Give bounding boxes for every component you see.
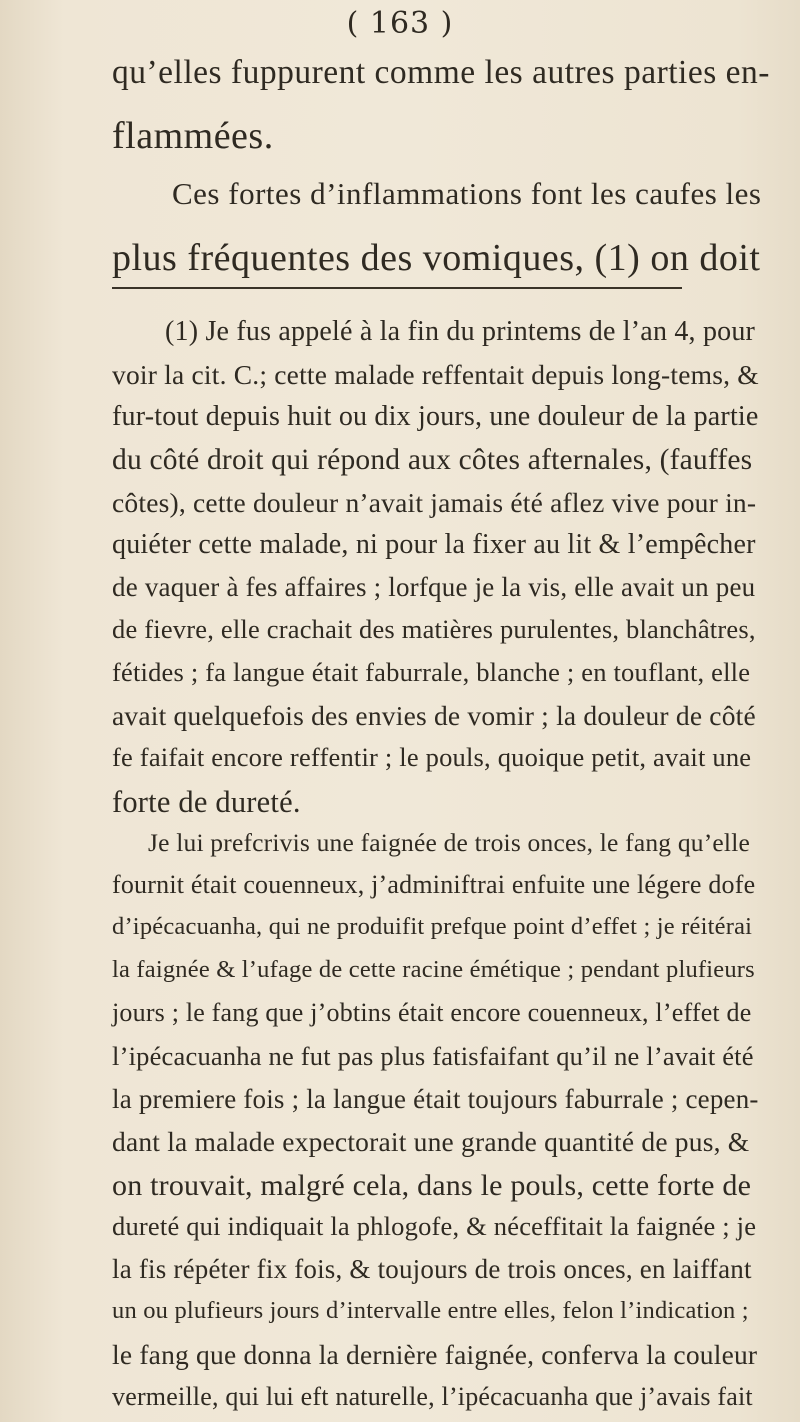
footnote-line: fournit était couenneux, j’adminiftrai enfuite une légere dofe <box>112 870 756 899</box>
footnote-line: on trouvait, malgré cela, dans le pouls, cette forte de <box>112 1169 752 1202</box>
footnote-line: voir la cit. C.; cette malade reffentait depuis long-tems, & <box>112 359 759 390</box>
main-text-line: flammées. <box>112 115 274 157</box>
footnote-line: un ou plufieurs jours d’intervalle entre elles, felon l’indication ; <box>112 1297 749 1324</box>
footnote-line: de vaquer à fes affaires ; lorfque je la vis, elle avait un peu <box>112 572 756 602</box>
footnote-line: jours ; le fang que j’obtins était encore couenneux, l’effet de <box>112 998 752 1027</box>
footnote-line: la fis répéter fix fois, & toujours de trois onces, en laiffant <box>112 1254 752 1284</box>
footnote-line: l’ipécacuanha ne fut pas plus fatisfaifant qu’il ne l’avait été <box>112 1041 754 1071</box>
footnote-line: la premiere fois ; la langue était toujours faburrale ; cepen- <box>112 1084 759 1114</box>
footnote-line: de fievre, elle crachait des matières purulentes, blanchâtres, <box>112 614 756 644</box>
footnote-line: fe faifait encore reffentir ; le pouls, quoique petit, avait une <box>112 742 752 772</box>
footnote-separator <box>112 287 682 289</box>
footnote-line: côtes), cette douleur n’avait jamais été aflez vive pour in- <box>112 487 757 518</box>
footnote-line: avait quelquefois des envies de vomir ; la douleur de côté <box>112 700 756 731</box>
footnote-line: fétides ; fa langue était faburrale, blanche ; en touflant, elle <box>112 657 751 687</box>
footnote-line: le fang que donna la dernière faignée, conferva la couleur <box>112 1339 758 1370</box>
main-text-line: Ces fortes d’inflammations font les caufes les <box>172 176 762 211</box>
footnote-line: dureté qui indiquait la phlogofe, & néceffitait la faignée ; je <box>112 1211 757 1241</box>
footnote-line: Je lui prefcrivis une faignée de trois onces, le fang qu’elle <box>148 828 751 857</box>
footnote-line: dant la malade expectorait une grande quantité de pus, & <box>112 1126 750 1157</box>
footnote-line: forte de dureté. <box>112 785 301 819</box>
main-text-line: plus fréquentes des vomiques, (1) on doit <box>112 237 761 279</box>
footnote-line: d’ipécacuanha, qui ne produifit prefque point d’effet ; je réitérai <box>112 913 753 940</box>
footnote-line: la faignée & l’ufage de cette racine émétique ; pendant plufieurs <box>112 956 755 983</box>
footnote-line: (1) Je fus appelé à la fin du printems de l’an 4, pour <box>165 316 756 347</box>
page-number: ( 163 ) <box>346 6 454 41</box>
footnote-line: vermeille, qui lui eft naturelle, l’ipécacuanha que j’avais fait <box>112 1382 753 1411</box>
main-text-line: qu’elles fuppurent comme les autres parties en- <box>112 54 770 91</box>
footnote-line: du côté droit qui répond aux côtes afternales, (fauffes <box>112 444 753 476</box>
footnote-line: fur-tout depuis huit ou dix jours, une douleur de la partie <box>112 401 759 432</box>
footnote-line: quiéter cette malade, ni pour la fixer au lit & l’empêcher <box>112 529 756 560</box>
